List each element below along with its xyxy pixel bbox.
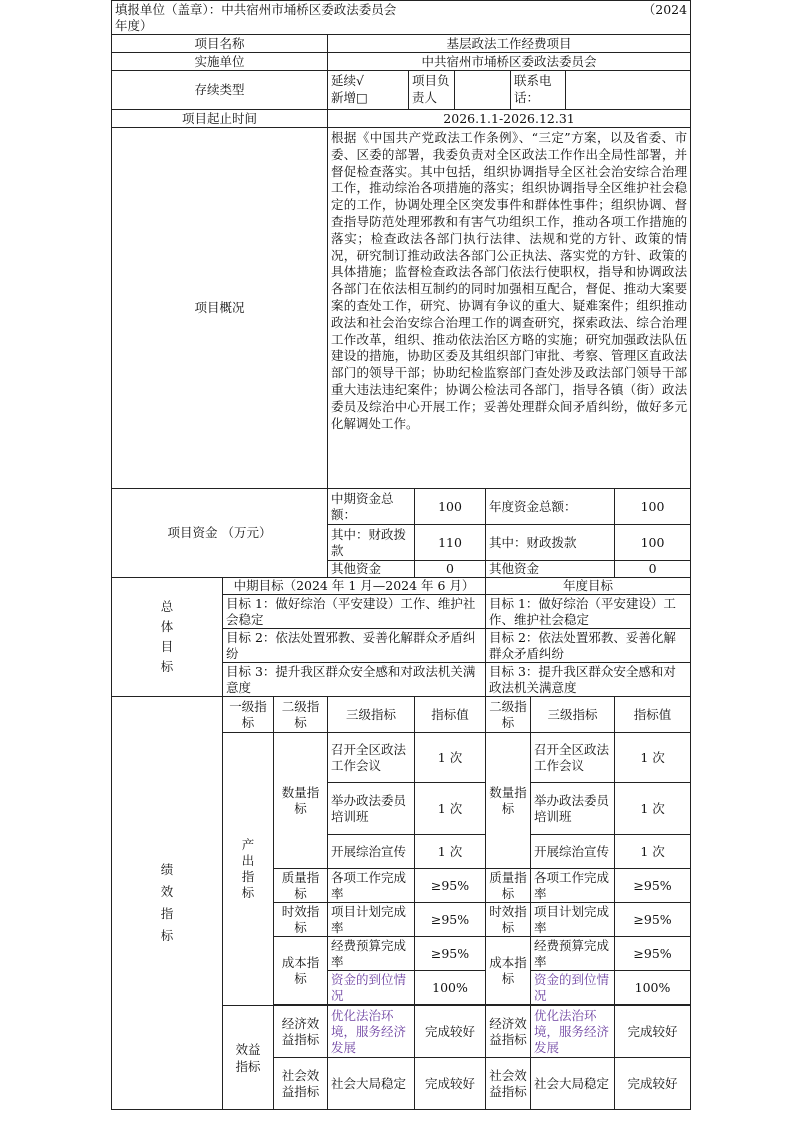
time-label-mid: 时效指标 (274, 903, 328, 937)
h-l3-annual: 三级指标 (531, 697, 615, 733)
q1-annual: 召开全区政法工作会议 (531, 733, 615, 783)
c1-val-annual: ≥95% (615, 937, 691, 971)
s-mid: 社会大局稳定 (328, 1058, 415, 1110)
social-label-annual: 社会效益指标 (486, 1058, 531, 1110)
goals-label (112, 578, 223, 697)
annual-fiscal-label: 其中：财政拨款 (486, 525, 615, 561)
c2-val-annual: 100% (615, 971, 691, 1005)
ql-mid: 各项工作完成率 (328, 869, 415, 903)
econ-label-annual: 经济效益指标 (486, 1006, 531, 1058)
q3-val-mid: 1 次 (415, 835, 486, 869)
q3-annual: 开展综治宣传 (531, 835, 615, 869)
q1-val-annual: 1 次 (615, 733, 691, 783)
c2-mid: 资金的到位情况 (328, 971, 415, 1005)
report-unit: 填报单位（盖章）：中共宿州市埇桥区委政法委员会 (115, 2, 397, 17)
s-annual: 社会大局稳定 (531, 1058, 615, 1110)
cost-label-mid: 成本指标 (274, 937, 328, 1005)
q1-mid: 召开全区政法工作会议 (328, 733, 415, 783)
perf-label (112, 697, 223, 1110)
leader-label: 项目负责人 (409, 71, 455, 109)
q3-mid: 开展综治宣传 (328, 835, 415, 869)
mid-goal-1: 目标 1：做好综治（平安建设）工作、维护社会稳定 (223, 595, 486, 629)
type-new: 新增□ (331, 90, 368, 105)
report-year-cont: 年度） (115, 18, 153, 33)
period-label: 项目起止时间 (112, 110, 328, 128)
t-val-mid: ≥95% (415, 903, 486, 937)
goals-label-text: 总体目标 (160, 599, 174, 674)
quantity-label-annual: 数量指标 (486, 733, 531, 869)
annual-goal-1: 目标 1：做好综治（平安建设）工作、维护社会稳定 (486, 595, 691, 629)
output-label-text: 产出指标 (241, 837, 255, 900)
s-val-annual: 完成较好 (615, 1058, 691, 1110)
q1-val-mid: 1 次 (415, 733, 486, 783)
quality-label-annual: 质量指标 (486, 869, 531, 903)
mid-total-value: 100 (415, 489, 486, 525)
perf-label-text: 绩效指标 (160, 862, 174, 943)
ql-annual: 各项工作完成率 (531, 869, 615, 903)
q2-mid: 举办政法委员培训班 (328, 783, 415, 835)
q2-annual: 举办政法委员培训班 (531, 783, 615, 835)
annual-goal-3: 目标 3：提升我区群众安全感和对政法机关满意度 (486, 663, 691, 697)
q2-val-mid: 1 次 (415, 783, 486, 835)
s-val-mid: 完成较好 (415, 1058, 486, 1110)
impl-unit-value: 中共宿州市埇桥区委政法委员会 (328, 53, 691, 71)
type-continue: 延续√ (331, 73, 364, 88)
period-value: 2026.1.1-2026.12.31 (328, 110, 691, 128)
project-name-value: 基层政法工作经费项目 (328, 35, 691, 53)
t-annual: 项目计划完成率 (531, 903, 615, 937)
ql-val-annual: ≥95% (615, 869, 691, 903)
impl-unit-label: 实施单位 (112, 53, 328, 71)
type-label: 存续类型 (112, 71, 328, 110)
overview-text: 根据《中国共产党政法工作条例》、“三定”方案，以及省委、市委、区委的部署，我委负责对全区政法工作作出全局性部署，并督促检查落实。其中包括，组织协调指导全区社会治安综合治理工作，推动综治各项措施的落实；组织协调指导全区维护社会稳定的工作，协调处理全区突发事件和群体性事件；组织协调、督查指导防范处理邪教和有害气功组织工作，推动各项工作措施的落实；检查政法各部门执行法律、法规和党的方针、政策的情况，研究制订推动政法各部门公正执法、落实党的方针、政策的具体措施；监督检查政法各部门依法行使职权，指导和协调政法 各部门在依法相互制约的同时加强相互配合，督促、推动大案要 案的查处工作，研究、协调有争议的重大、疑难案件；组织推动政法和社会治安综合治理工作的调查研究，探索政法、综合治理工作改革，组织、推动依法治区方略的实施；研究加强政法队伍建设的措施，协助区委及其组织部门审批、考察、管理区直政法部门的领导干部；协助纪检监察部门查处涉及政法部门领导干部重大违法违纪案件；协调公检法司各部门，指导各镇（街）政法委员及综治中心开展工作；妥善处理群众间矛盾纠纷，做好多元化解调处工作。 (328, 128, 691, 489)
mid-fiscal-label: 其中：财政拨款 (328, 525, 415, 561)
annual-goal-2: 目标 2：依法处置邪教、妥善化解群众矛盾纠纷 (486, 629, 691, 663)
h-val-annual: 指标值 (615, 697, 691, 733)
social-label-mid: 社会效益指标 (274, 1058, 328, 1110)
funds-label: 项目资金 （万元） (112, 489, 328, 578)
phone-label: 联系电话： (511, 71, 566, 109)
annual-total-label: 年度资金总额： (486, 489, 615, 525)
e-val-annual: 完成较好 (615, 1006, 691, 1058)
h-l2-mid: 二级指标 (274, 697, 328, 733)
h-l3-mid: 三级指标 (328, 697, 415, 733)
c1-annual: 经费预算完成率 (531, 937, 615, 971)
q3-val-annual: 1 次 (615, 835, 691, 869)
annual-other-label: 其他资金 (486, 561, 615, 578)
benefit-label (223, 1006, 274, 1110)
form-page (111, 0, 690, 1110)
annual-goal-header: 年度目标 (486, 578, 691, 595)
mid-other-value: 0 (415, 561, 486, 578)
c1-mid: 经费预算完成率 (328, 937, 415, 971)
mid-goal-header: 中期目标（2024 年 1 月—2024 年 6 月） (223, 578, 486, 595)
annual-total-value: 100 (615, 489, 691, 525)
report-year: （2024 (642, 2, 688, 17)
overview-label: 项目概况 (112, 128, 328, 489)
h-l1: 一级指标 (223, 697, 274, 733)
mid-goal-3: 目标 3：提升我区群众安全感和对政法机关满意度 (223, 663, 486, 697)
t-val-annual: ≥95% (615, 903, 691, 937)
t-mid: 项目计划完成率 (328, 903, 415, 937)
e-annual: 优化法治环境，服务经济发展 (531, 1006, 615, 1058)
cost-label-annual: 成本指标 (486, 937, 531, 1005)
annual-other-value: 0 (615, 561, 691, 578)
e-mid: 优化法治环境，服务经济发展 (328, 1006, 415, 1058)
time-label-annual: 时效指标 (486, 903, 531, 937)
c2-annual: 资金的到位情况 (531, 971, 615, 1005)
mid-total-label: 中期资金总额： (328, 489, 415, 525)
c1-val-mid: ≥95% (415, 937, 486, 971)
e-val-mid: 完成较好 (415, 1006, 486, 1058)
mid-fiscal-value: 110 (415, 525, 486, 561)
quantity-label-mid: 数量指标 (274, 733, 328, 869)
c2-val-mid: 100% (415, 971, 486, 1005)
type-row (328, 71, 691, 110)
mid-other-label: 其他资金 (328, 561, 415, 578)
h-l2-annual: 二级指标 (486, 697, 531, 733)
quality-label-mid: 质量指标 (274, 869, 328, 903)
ql-val-mid: ≥95% (415, 869, 486, 903)
output-label (223, 733, 274, 1006)
mid-goal-2: 目标 2：依法处置邪教、妥善化解群众矛盾纠纷 (223, 629, 486, 663)
econ-label-mid: 经济效益指标 (274, 1006, 328, 1058)
project-name-label: 项目名称 (112, 35, 328, 53)
q2-val-annual: 1 次 (615, 783, 691, 835)
annual-fiscal-value: 100 (615, 525, 691, 561)
project-table (111, 0, 691, 1110)
h-val-mid: 指标值 (415, 697, 486, 733)
benefit-label-text: 效益指标 (235, 1041, 261, 1074)
report-header (112, 1, 691, 35)
